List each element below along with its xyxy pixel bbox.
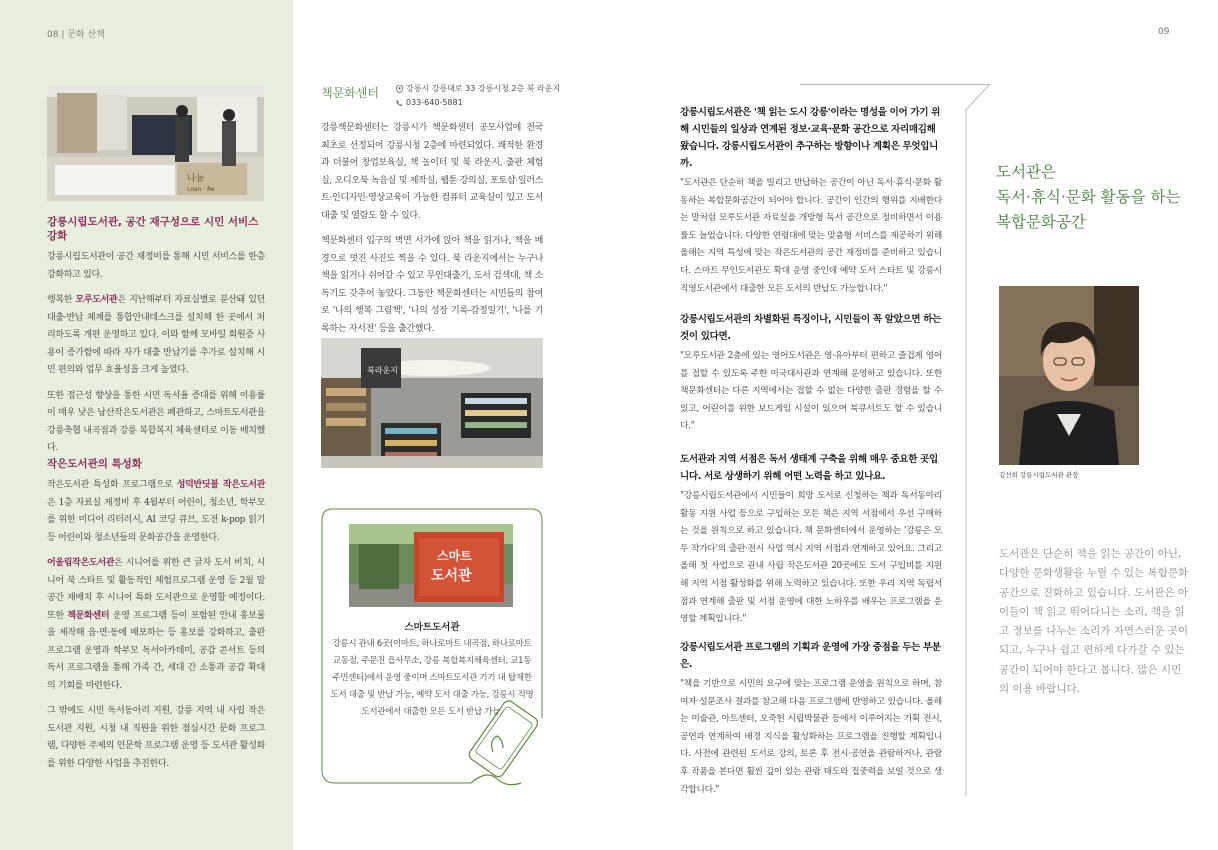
question-4: 강릉시립도서관 프로그램의 기획과 운영에 가장 중점을 두는 부분은. xyxy=(680,642,941,670)
answer-4: "책을 기반으로 시민의 요구에 맞는 프로그램 운영을 원칙으로 하며, 참여자 설문조사 결과를 참고해 다음 프로그램에 반영하고 있습니다. 올해는 미술관, 아트센터, 오죽헌 시립박물관 등에서 이루어지는 기획 전시, 공연과 연계하여 배경 지식을 활성화하는 프로그램을 진행할 계획입니다. 사전에 관련된 도서로 강의, 토론 후 전시·공연을 관람하거나, 관람 후 작품을 본다면 훨씬 깊이 있는 관람 태도와 집중력을 보일 것으로 생각합니다." xyxy=(680,679,942,795)
qa-item-3 xyxy=(680,451,942,629)
highlight-book-culture-center: 책문화센터 xyxy=(67,610,110,621)
section-space-restructure xyxy=(47,215,265,466)
page-number-left: 08 | 문화 산책 xyxy=(47,30,105,40)
center-paragraph-2: 책문화센터 입구의 벽면 서가에 앉아 책을 읽거나, 책을 배경으로 멋진 사진도 찍을 수 있다. 북 라운지에서는 누구나 책을 읽거나 쉬어갈 수 있고 무인대출기, 도서 검색대, 책 소독기도 갖추어 놓았다. 그동안 책문화센터는 시민들의 참여로 '나의 행복 그림책', '나의 성장 기록-감정일기', '나를 기록하는 자서전' 등을 출간했다. xyxy=(321,236,543,334)
section1-body xyxy=(47,249,265,458)
section2-paragraph-1: 작은도서관 특성화 프로그램으로 성덕반딧불 작은도서관은 1층 자료실 재정비 후 4월부터 어린이, 청소년, 학부모를 위한 미디어 리터러시, AI 코딩 큐브, 도전 k-pop 읽기 등 어린이와 청소년들의 문화공간을 운영한다. xyxy=(47,480,265,543)
address-row xyxy=(396,82,560,96)
pull-quote: 도서관은 단순히 책을 읽는 공간이 아닌, 다양한 문화생활을 누릴 수 있는 복합문화공간으로 진화하고 있습니다. 도서관은 아이들이 책 읽고 뛰어다니는 소리, 책을 읽고 정보를 나누는 소리가 자연스러운 곳이 되고, 누구나 쉽고 편하게 다가갈 수 있는 공간이 되어야 한다고 봅니다. 많은 시민의 이용 바랍니다. xyxy=(999,548,1189,696)
pull-title xyxy=(996,160,1180,235)
qa-item-2 xyxy=(680,311,942,436)
question-1: 강릉시립도서관은 '책 읽는 도시 강릉'이라는 명성을 이어 가기 위해 시민들의 일상과 연계된 정보·교육·문화 공간으로 자리매김해 왔습니다. 강릉시립도서관이 추구하는 방향이나 계획은 무엇입니까. xyxy=(680,107,941,169)
pull-title-line-3: 복합문화공간 xyxy=(996,213,1086,231)
section-heading-1: 강릉시립도서관, 공간 재구성으로 시민 서비스 강화 xyxy=(47,216,259,242)
center-paragraph-1: 강릉책문화센터는 강릉시가 책문화센터 공모사업에 전국 최초로 선정되어 강릉시청 2층에 마련되었다. 쾌적한 환경과 더불어 창업보육실, 책 놀이터 및 북 라운지, 출판 체험실, 오디오북 녹음실 및 제작실, 웹툰 강의실, 포토샵·일러스트·인디자인·영상교육이 가능한 컴퓨터 교육실이 있고 도서 대출 및 열람도 할 수 있다. xyxy=(321,123,543,221)
director-portrait-photo xyxy=(999,286,1139,465)
center-address: 강릉시 강릉대로 33 강릉시청 2층 북 라운지 xyxy=(406,84,561,93)
section2-paragraph-2: 어울림작은도서관은 시니어를 위한 큰 글자 도서 비치, 시니어 북 스타트 및 활동적인 체험프로그램 운영 등 2월 말 공간 재배치 후 시니어 특화 도서관으로 운영할 예정이다. 또한 책문화센터 운영 프로그램 등이 포함된 안내 홍보물을 제작해 읍·면·동에 배포하는 등 홍보를 강화하고, 출판 프로그램 운영과 학부모 독서아카데미, 공감 콘서트 등의 독서 프로그램을 통해 가족 간, 세대 간 소통과 공감 확대의 기회를 마련한다. xyxy=(47,558,266,691)
center-text-block xyxy=(321,120,543,338)
smart-library-sign-line2: 도서관 xyxy=(431,568,472,584)
library-lobby-photo xyxy=(47,85,264,201)
center-body xyxy=(321,120,543,346)
section1-paragraph-2: 행복한 모루도서관은 지난해부터 자료실별로 분산돼 있던 대출·반납 체계를 통합안내데스크를 설치해 한 곳에서 처리하도록 개편 운영하고 있다. 이와 함께 모바일 회원증 사용이 증가함에 따라 자가 대출 반납기를 추가로 설치해 시민 편의와 업무 효율성을 크게 높였다. xyxy=(47,295,265,375)
qa-item-1 xyxy=(680,104,942,298)
book-lounge-photo xyxy=(321,338,543,468)
question-2: 강릉시립도서관의 차별화된 특징이나, 시민들이 꼭 알았으면 하는 것이 있다면. xyxy=(680,314,942,342)
section-small-libraries xyxy=(47,457,265,781)
book-lounge-sign: 북라운지 xyxy=(367,366,398,375)
answer-3: "강릉시립도서관에서 시민들이 희망 도서로 신청하는 책과 독서동아리 활동 지원 사업 등으로 구입하는 모든 책은 지역 서점에서 우선 구매하는 것을 원칙으로 하고 있습니다. 책 문화센터에서 운영하는 '강릉은 모두 작가다'의 출판·전시 사업 역시 지역 서점과 연계하고 있어요. 그리고 올해 첫 사업으로 관내 사립 작은도서관 20곳에도 도서 구입비를 지원해 지역 서점 활성화를 위해 노력하고 있습니다. 또한 우리 지역 독립서점과 연계해 출판 및 서점 운영에 대한 노하우를 배우는 프로그램을 운영할 계획입니다." xyxy=(680,491,942,625)
answer-1: "도서관은 단순히 책을 빌리고 반납하는 공간이 아닌 독서·휴식·문화 활동하는 복합문화공간이 되어야 합니다. 공간이 인간의 행위를 지배한다는 말처럼 모루도서관 자료실을 개방형 독서 공간으로 정비하면서 이용률도 늘었습니다. 다양한 연령대에 맞는 맞춤형 서비스를 제공하기 위해 올해는 지역 특성에 맞는 작은도서관의 공간 재정비를 준비하고 있습니다. 스마트 무인도서관도 확대 운영 중인데 예약 도서 스타트 및 강릉시 직영도서관에서 대출한 모든 도서의 반납도 가능합니다." xyxy=(680,178,942,294)
highlight-seongdeok: 성덕반딧불 작은도서관 xyxy=(176,480,265,490)
smart-library-description: 강릉시 관내 6곳(이마트, 하나로마트 내곡점, 하나로마트 교동점, 주문진 읍사무소, 강릉 복합복지체육센터, 교1동 주민센터)에서 운영 중이며 스마트도서관 기기 내 탑재한 도서 대출 및 반납 가능, 예약 도서 대출 가능, 강릉시 직영도서관에서 대출한 모든 도서 반납 가능. xyxy=(330,639,534,717)
phone-row xyxy=(396,96,560,110)
smart-library-photo xyxy=(349,524,513,607)
qa-top-rule xyxy=(800,84,990,85)
question-3: 도서관과 지역 서점은 독서 생태계 구축을 위해 매우 중요한 곳입니다. 서로 상생하기 위해 어떤 노력을 하고 있나요. xyxy=(680,454,938,482)
center-meta xyxy=(396,82,560,110)
section-heading-2: 작은도서관의 특성화 xyxy=(47,458,142,470)
qa-divider-line xyxy=(960,84,995,796)
portrait-caption: 김선희 강릉시립도서관 관장 xyxy=(999,471,1079,479)
location-pin-icon xyxy=(396,85,403,93)
center-phone: 033-640-5881 xyxy=(406,98,463,107)
highlight-moru-library: 모루도서관 xyxy=(75,295,118,305)
answer-2: "모루도서관 2층에 있는 영어도서관은 영·유아부터 편하고 즐겁게 영어를 접할 수 있도록 주한 미국대사관과 연계해 운영하고 있습니다. 또한 책문화센터는 다른 지역에서는 접할 수 없는 다양한 출판 경험을 할 수 있고, 어린이를 위한 보드게임 시설이 있으며 북큐서트도 할 수 있습니다." xyxy=(680,351,942,432)
section2-paragraph-3: 그 밖에도 시민 독서동아리 지원, 강릉 지역 내 사립 작은도서관 지원, 시청 내 직원을 위한 점심시간 문화 프로그램, 다양한 주제의 인문학 프로그램 운영 등 도서관 활성화를 위한 다양한 사업을 추진한다. xyxy=(47,706,265,769)
svg-text:Loan · Re: Loan · Re xyxy=(187,186,215,193)
section1-paragraph-3: 또한 접근성 향상을 통한 시민 독서율 증대를 위해 이용률이 매우 낮은 남산작은도서관은 폐관하고, 스마트도서관을 강릉축협 내곡점과 강릉 복합복지 체육센터로 이동 배치했다. xyxy=(47,390,265,453)
smart-library-sign-line1: 스마트 xyxy=(437,549,472,563)
pull-title-line-1: 도서관은 xyxy=(996,163,1056,181)
smart-library-title: 스마트도서관 xyxy=(404,622,460,633)
highlight-eoullim: 어울림작은도서관 xyxy=(47,558,115,568)
pull-title-line-2: 독서·휴식·문화 활동을 하는 xyxy=(996,188,1181,206)
section2-body xyxy=(47,477,265,773)
lobby-sign-text: 나눔 xyxy=(187,174,205,184)
phone-icon xyxy=(396,99,403,107)
section1-paragraph-1: 강릉시립도서관이 공간 재정비를 통해 시민 서비스를 한층 강화하고 있다. xyxy=(47,252,265,280)
page-number-right: 09 xyxy=(1158,27,1170,37)
qa-item-4 xyxy=(680,639,942,799)
center-title: 책문화센터 xyxy=(321,86,379,100)
